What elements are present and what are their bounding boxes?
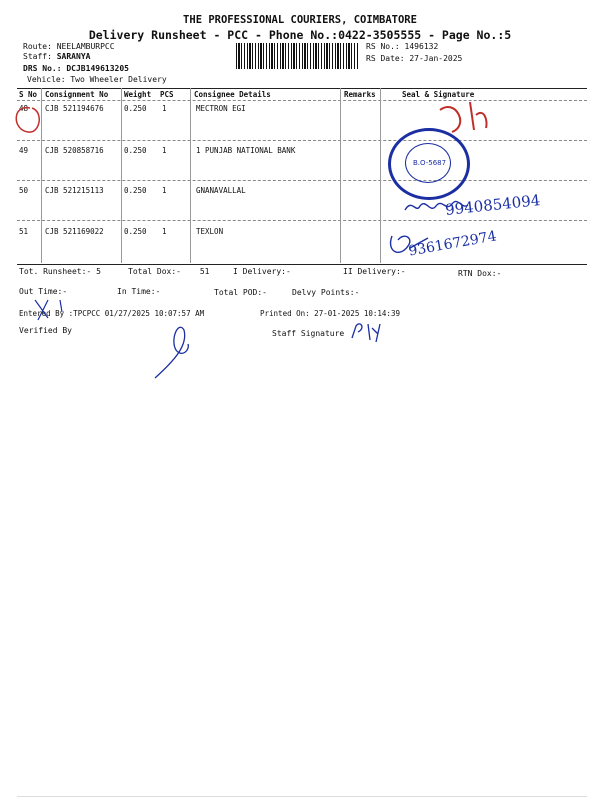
total-dox-label: Total Dox:- (128, 267, 181, 276)
vehicle-label: Vehicle: (27, 75, 66, 84)
vehicle-value: Two Wheeler Delivery (70, 75, 167, 84)
staff-signature-mark (352, 324, 380, 342)
route-label: Route: (23, 42, 52, 51)
th-sno: S No (19, 90, 38, 99)
cell-consignee: MECTRON EGI (196, 104, 246, 113)
tot-runsheet-label: Tot. Runsheet:- (19, 267, 92, 276)
cell-pcs: 1 (162, 227, 167, 236)
cell-consignee: GNANAVALLAL (196, 186, 246, 195)
out-time: Out Time:- (19, 287, 68, 296)
in-time: In Time:- (117, 287, 161, 296)
th-remarks: Remarks (344, 90, 376, 99)
delvy-points: Delvy Points:- (292, 288, 360, 297)
blue-signature-row51 (391, 236, 428, 252)
staff-label: Staff: (23, 52, 52, 61)
rs-date-value: 27-Jan-2025 (409, 54, 463, 63)
staff-signature-label: Staff Signature (272, 329, 345, 338)
cell-consignee: TEXLON (196, 227, 224, 236)
blue-signature-row50 (405, 201, 468, 210)
cell-weight: 0.250 (124, 146, 147, 155)
cell-pcs: 1 (162, 104, 167, 113)
cell-pcs: 1 (162, 146, 167, 155)
th-consignment: Consignment No (45, 90, 109, 99)
verified-by: Verified By (19, 326, 72, 335)
i-delivery: I Delivery:- (233, 267, 291, 276)
cell-weight: 0.250 (124, 104, 147, 113)
cell-consignee: 1 PUNJAB NATIONAL BANK (196, 146, 296, 155)
rs-date-label: RS Date: (366, 54, 405, 63)
seal-text: B.O-5687 (413, 159, 447, 167)
drs-value: DCJB149613205 (66, 64, 129, 73)
bottom-edge-line (17, 796, 587, 797)
rs-no-label: RS No.: (366, 42, 400, 51)
cell-consignment: CJB 521169022 (45, 227, 104, 236)
rs-no-value: 1496132 (404, 42, 439, 51)
handwritten-phone-2: 9361672974 (407, 228, 498, 260)
total-dox-value: 51 (199, 267, 210, 276)
cell-pcs: 1 (162, 186, 167, 195)
handwritten-phone-1: 9940854094 (444, 191, 542, 219)
cell-sno: 48 (19, 104, 29, 113)
printed-on: Printed On: 27-01-2025 10:14:39 (260, 309, 400, 318)
th-consignee: Consignee Details (194, 90, 271, 99)
tot-runsheet-value: 5 (96, 267, 101, 276)
drs-label: DRS No.: (23, 64, 62, 73)
runsheet-subtitle: Delivery Runsheet - PCC - Phone No.:0422-3505555 - Page No.:5 (88, 28, 512, 42)
cell-consignment: CJB 520858716 (45, 146, 104, 155)
rtn-dox: RTN Dox:- (458, 269, 502, 278)
ii-delivery: II Delivery:- (343, 267, 406, 276)
staff-value: SARANYA (56, 52, 91, 61)
entered-by: Entered By :TPCPCC 01/27/2025 10:07:57 AM (19, 309, 205, 318)
cell-sno: 49 (19, 146, 29, 155)
cell-weight: 0.250 (124, 227, 147, 236)
route-value: NEELAMBURPCC (56, 42, 115, 51)
cell-sno: 50 (19, 186, 29, 195)
verified-by-signature (155, 327, 188, 378)
red-circle-mark (16, 108, 39, 133)
cell-consignment: CJB 521215113 (45, 186, 104, 195)
red-signature-mark (440, 102, 487, 132)
cell-weight: 0.250 (124, 186, 147, 195)
cell-sno: 51 (19, 227, 29, 236)
th-seal: Seal & Signature (402, 90, 475, 99)
total-pod: Total POD:- (214, 288, 267, 297)
th-weight: Weight (124, 90, 152, 99)
th-pcs: PCS (160, 90, 174, 99)
cell-consignment: CJB 521194676 (45, 104, 104, 113)
entered-by-scribble (35, 300, 62, 320)
company-title: THE PROFESSIONAL COURIERS, COIMBATORE (183, 14, 417, 26)
